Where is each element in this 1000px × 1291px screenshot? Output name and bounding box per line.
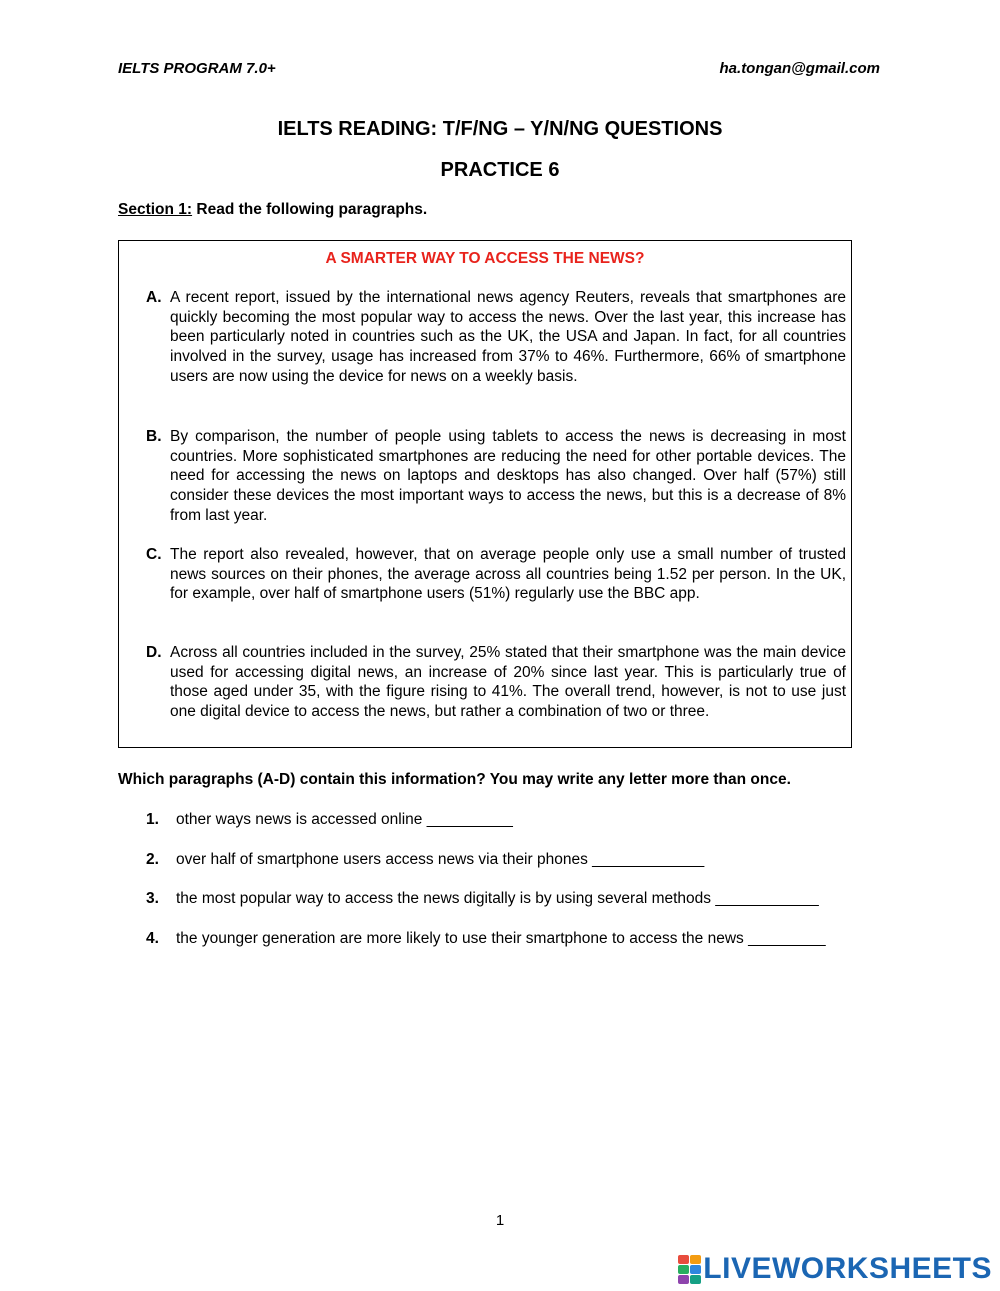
logo-block (678, 1265, 689, 1274)
passage-title: A SMARTER WAY TO ACCESS THE NEWS? (325, 250, 645, 267)
header-program: IELTS PROGRAM 7.0+ (118, 60, 276, 77)
question-3 (146, 890, 819, 908)
paragraph-letter: C. (146, 546, 162, 563)
logo-block (690, 1275, 701, 1284)
paragraph-c (146, 545, 846, 604)
logo-block (678, 1275, 689, 1284)
brand-name: LIVEWORKSHEETS (703, 1252, 992, 1285)
section-instruction: Read the following paragraphs. (192, 201, 428, 218)
section-label: Section 1: (118, 201, 193, 218)
paragraph-a (146, 288, 846, 387)
question-text: the most popular way to access the news digitally is by using several methods ____________ (176, 890, 819, 907)
page-number: 1 (495, 1212, 505, 1229)
logo-block (690, 1265, 701, 1274)
question-number: 2. (146, 851, 159, 868)
paragraph-text: By comparison, the number of people using tablets to access the news is decreasing in most countries. More sophisticated smartphones are reducing the need for other portable devices. The need for accessing the news on laptops and desktops has also changed. Over half (57%) still consider these devices the most important ways to access the news, but this is a decrease of 8% from last year. (170, 428, 846, 524)
paragraph-letter: D. (146, 644, 162, 661)
question-2 (146, 851, 704, 869)
questions-instruction: Which paragraphs (A-D) contain this information? You may write any letter more than once. (118, 771, 791, 788)
question-number: 3. (146, 890, 159, 907)
paragraph-text: Across all countries included in the survey, 25% stated that their smartphone was the main device used for accessing digital news, an increase of 20% since last year. This is particularly true of those aged under 35, with the figure rising to 41%. The overall trend, however, is not to use just one digital device to access the news, but rather a combination of two or three. (170, 644, 846, 721)
page-title: IELTS READING: T/F/NG – Y/N/NG QUESTIONS (277, 118, 723, 140)
paragraph-text: The report also revealed, however, that on average people only use a small number of trusted news sources on their phones, the average across all countries being 1.52 per person. In the UK, for example, over half of smartphone users (51%) regularly use the BBC app. (170, 546, 846, 603)
question-text: the younger generation are more likely to use their smartphone to access the news _________ (176, 930, 826, 947)
liveworksheets-logo[interactable] (678, 1254, 992, 1284)
question-number: 1. (146, 811, 159, 828)
passage-box (118, 240, 852, 748)
question-4 (146, 930, 826, 948)
paragraph-letter: A. (146, 289, 162, 306)
section-heading (118, 201, 427, 219)
question-text: over half of smartphone users access news via their phones _____________ (176, 851, 705, 868)
question-1 (146, 811, 513, 829)
brand-blocks-icon (678, 1255, 700, 1283)
paragraph-letter: B. (146, 428, 162, 445)
header-email: ha.tongan@gmail.com (719, 60, 880, 77)
paragraph-text: A recent report, issued by the international news agency Reuters, reveals that smartphones are quickly becoming the most popular way to access the news. Over the last year, this increase has been particularly noted in countries such as the UK, the USA and Japan. In fact, for all countries involved in the survey, usage has increased from 37% to 46%. Furthermore, 66% of smartphone users are now using the device for news on a weekly basis. (170, 289, 846, 385)
page-subtitle: PRACTICE 6 (440, 159, 560, 181)
paragraph-b (146, 427, 846, 526)
paragraph-d (146, 643, 846, 722)
logo-block (678, 1255, 689, 1264)
question-number: 4. (146, 930, 159, 947)
question-text: other ways news is accessed online __________ (176, 811, 513, 828)
logo-block (690, 1255, 701, 1264)
